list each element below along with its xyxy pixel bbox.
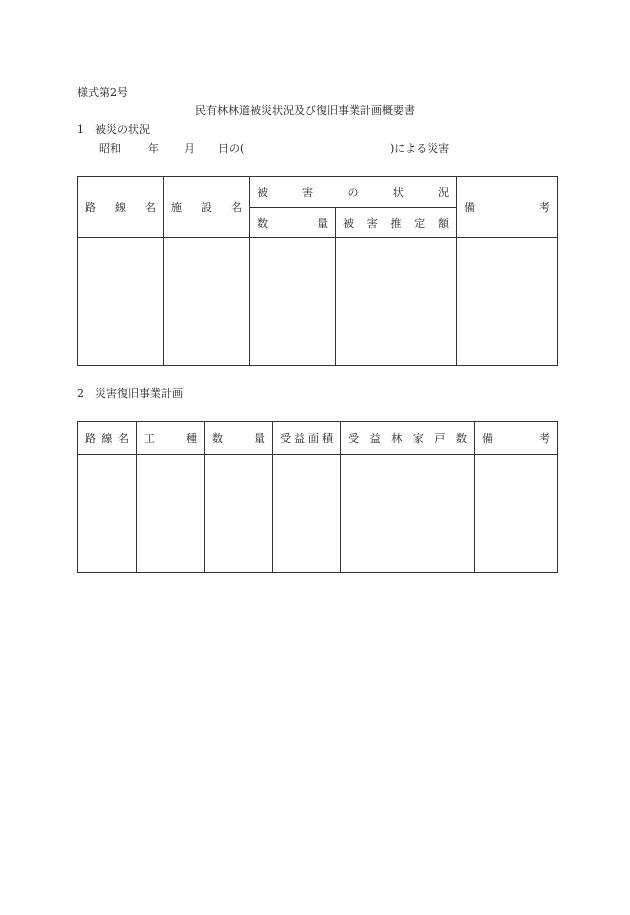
- cell-route-name: [78, 238, 164, 366]
- date-era: 昭和: [99, 142, 121, 155]
- section1-heading: 1 被災の状況: [77, 123, 150, 136]
- header-quantity: [205, 422, 273, 455]
- header-benefit-area: [273, 422, 341, 455]
- cell-benefit-area: [273, 455, 341, 573]
- header-estimated-damage-label: 被 害 推 定 額: [343, 216, 449, 230]
- damage-status-table: [77, 176, 558, 366]
- header-quantity: [250, 208, 336, 238]
- header-facility-name-label: 施 設 名: [171, 201, 242, 214]
- table-row: [78, 455, 558, 573]
- cell-benefit-households: [341, 455, 475, 573]
- header-remarks: [457, 177, 558, 238]
- cell-estimated-damage: [336, 238, 457, 366]
- header-facility-name: [164, 177, 250, 238]
- header-quantity-label: 数 量: [257, 216, 328, 230]
- header-remarks-label: 備 考: [482, 432, 550, 445]
- cell-quantity: [250, 238, 336, 366]
- header-damage-status-label: 被 害 の 状 況: [257, 186, 449, 199]
- header-benefit-households-label: 受 益 林 家 戸 数: [348, 432, 467, 445]
- header-damage-status: [250, 177, 457, 208]
- header-route-name: [78, 177, 164, 238]
- cell-work-type: [137, 455, 205, 573]
- header-route-name-label: 路 線 名: [85, 432, 129, 445]
- recovery-plan-table: [77, 421, 558, 573]
- date-day: 日の(: [218, 142, 245, 155]
- header-work-type-label: 工 種: [144, 432, 197, 445]
- header-quantity-label: 数 量: [212, 432, 265, 445]
- header-benefit-households: [341, 422, 475, 455]
- header-benefit-area-label: 受 益 面 積: [280, 432, 333, 445]
- cell-facility-name: [164, 238, 250, 366]
- header-remarks: [475, 422, 558, 455]
- date-month: 月: [184, 142, 195, 155]
- document-title: 民有林林道被災状況及び復旧事業計画概要書: [195, 104, 415, 117]
- cell-remarks: [475, 455, 558, 573]
- header-remarks-label: 備 考: [464, 201, 550, 214]
- form-number: 様式第2号: [77, 86, 128, 99]
- cell-quantity: [205, 455, 273, 573]
- date-suffix: )による災害: [390, 142, 450, 155]
- header-route-name-label: 路 線 名: [85, 201, 156, 214]
- cell-route-name: [78, 455, 137, 573]
- date-year: 年: [148, 142, 159, 155]
- table-row: [78, 238, 558, 366]
- header-estimated-damage: [336, 208, 457, 238]
- header-route-name: [78, 422, 137, 455]
- header-work-type: [137, 422, 205, 455]
- section2-heading: 2 災害復旧事業計画: [77, 387, 183, 400]
- cell-remarks: [457, 238, 558, 366]
